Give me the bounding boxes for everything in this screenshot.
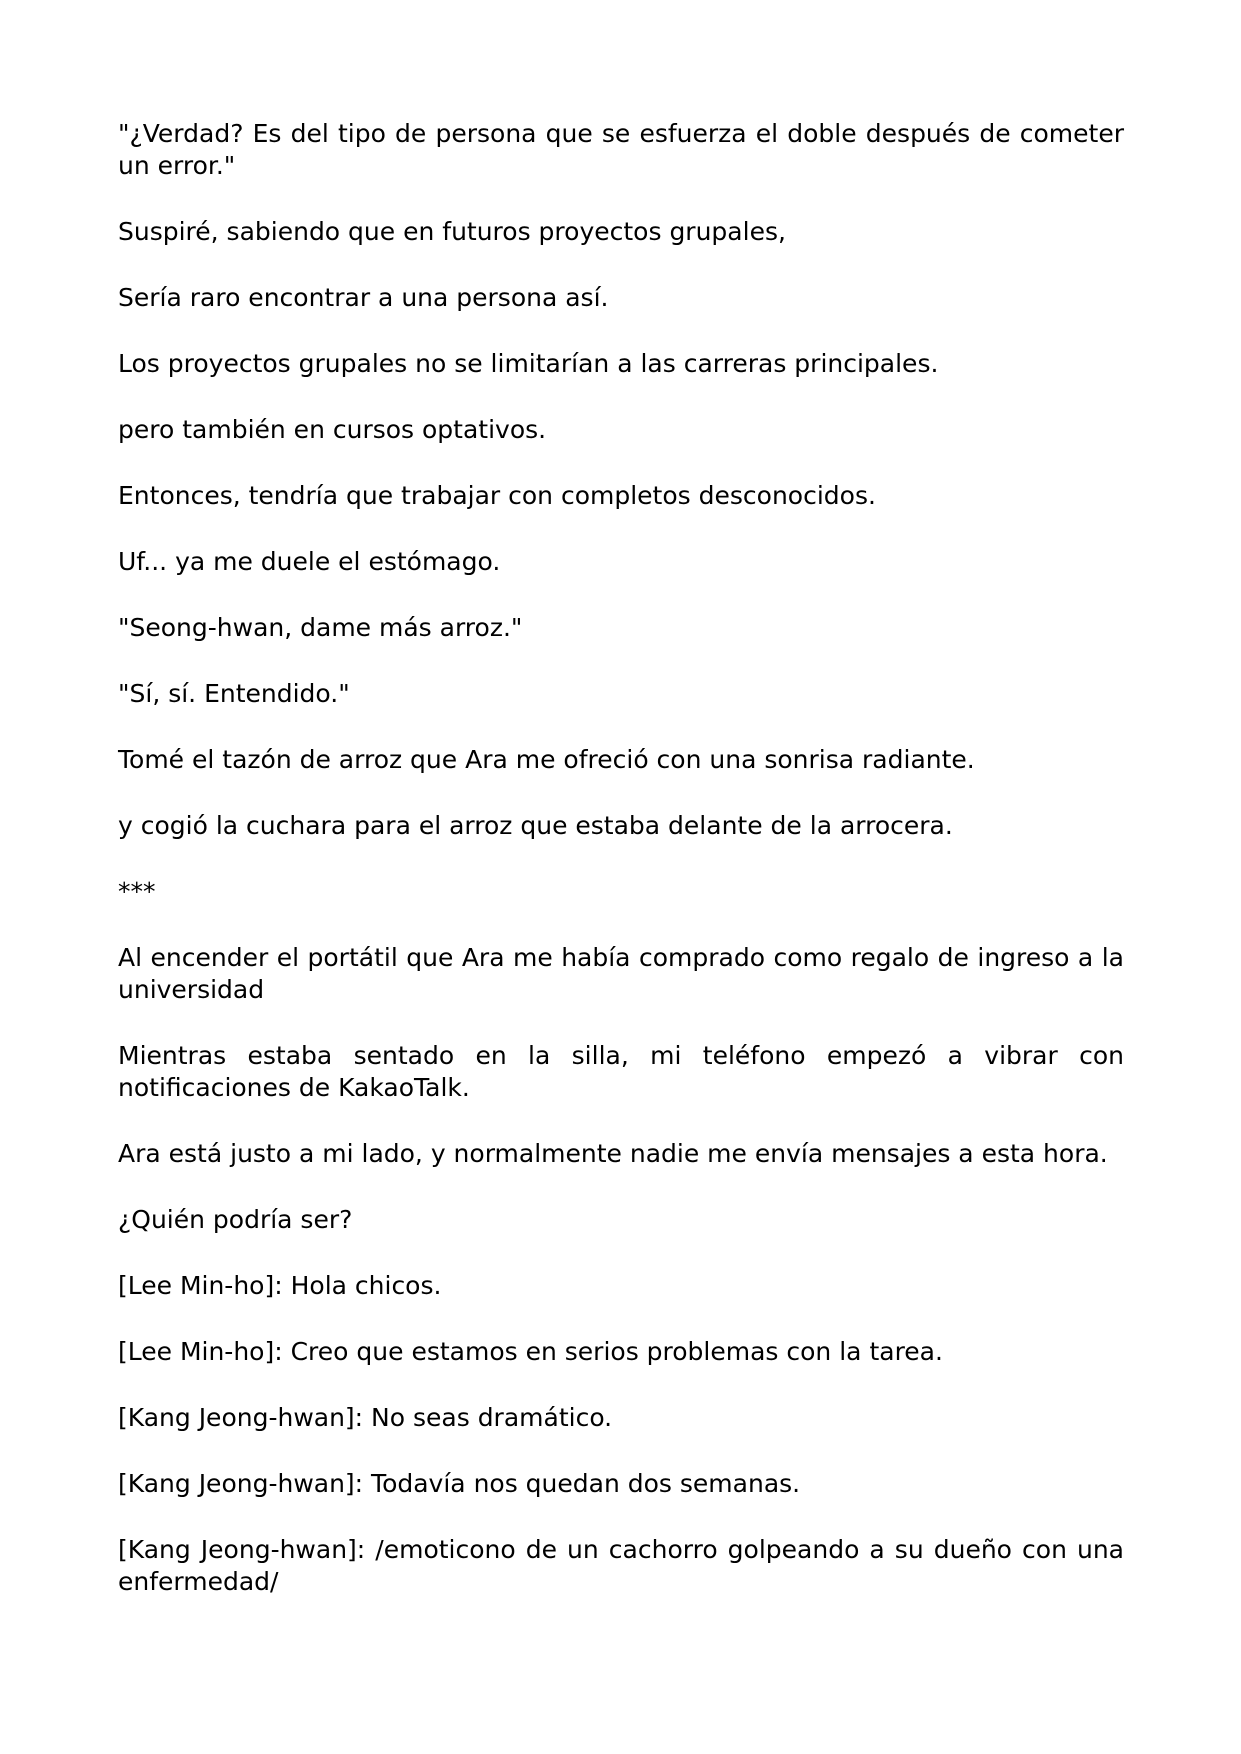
chat-message: [Lee Min-ho]: Hola chicos. (118, 1271, 442, 1300)
document-page (118, 118, 1124, 1632)
paragraph: Entonces, tendría que trabajar con completos desconocidos. (118, 481, 876, 510)
paragraph: Mientras estaba sentado en la silla, mi teléfono empezó a vibrar con notificaciones de KakaoTalk. (118, 1041, 1124, 1102)
paragraph: ¿Quién podría ser? (118, 1205, 353, 1234)
paragraph: Suspiré, sabiendo que en futuros proyectos grupales, (118, 217, 786, 246)
paragraph: Tomé el tazón de arroz que Ara me ofreció con una sonrisa radiante. (118, 745, 975, 774)
paragraph: "Sí, sí. Entendido." (118, 679, 350, 708)
paragraph: Al encender el portátil que Ara me había comprado como regalo de ingreso a la universidad (118, 943, 1124, 1004)
paragraph: "¿Verdad? Es del tipo de persona que se esfuerza el doble después de cometer un error." (118, 119, 1124, 180)
paragraph: Ara está justo a mi lado, y normalmente nadie me envía mensajes a esta hora. (118, 1139, 1108, 1168)
paragraph: Uf... ya me duele el estómago. (118, 547, 501, 576)
paragraph: pero también en cursos optativos. (118, 415, 547, 444)
paragraph: "Seong-hwan, dame más arroz." (118, 613, 523, 642)
chat-message: [Kang Jeong-hwan]: No seas dramático. (118, 1403, 613, 1432)
paragraph: y cogió la cuchara para el arroz que estaba delante de la arrocera. (118, 811, 953, 840)
chat-message: [Kang Jeong-hwan]: Todavía nos quedan dos semanas. (118, 1469, 801, 1498)
paragraph: Sería raro encontrar a una persona así. (118, 283, 609, 312)
chat-message: [Lee Min-ho]: Creo que estamos en serios problemas con la tarea. (118, 1337, 943, 1366)
section-separator: *** (118, 877, 156, 906)
paragraph: Los proyectos grupales no se limitarían a las carreras principales. (118, 349, 939, 378)
chat-message: [Kang Jeong-hwan]: /emoticono de un cachorro golpeando a su dueño con una enfermedad/ (118, 1535, 1124, 1596)
